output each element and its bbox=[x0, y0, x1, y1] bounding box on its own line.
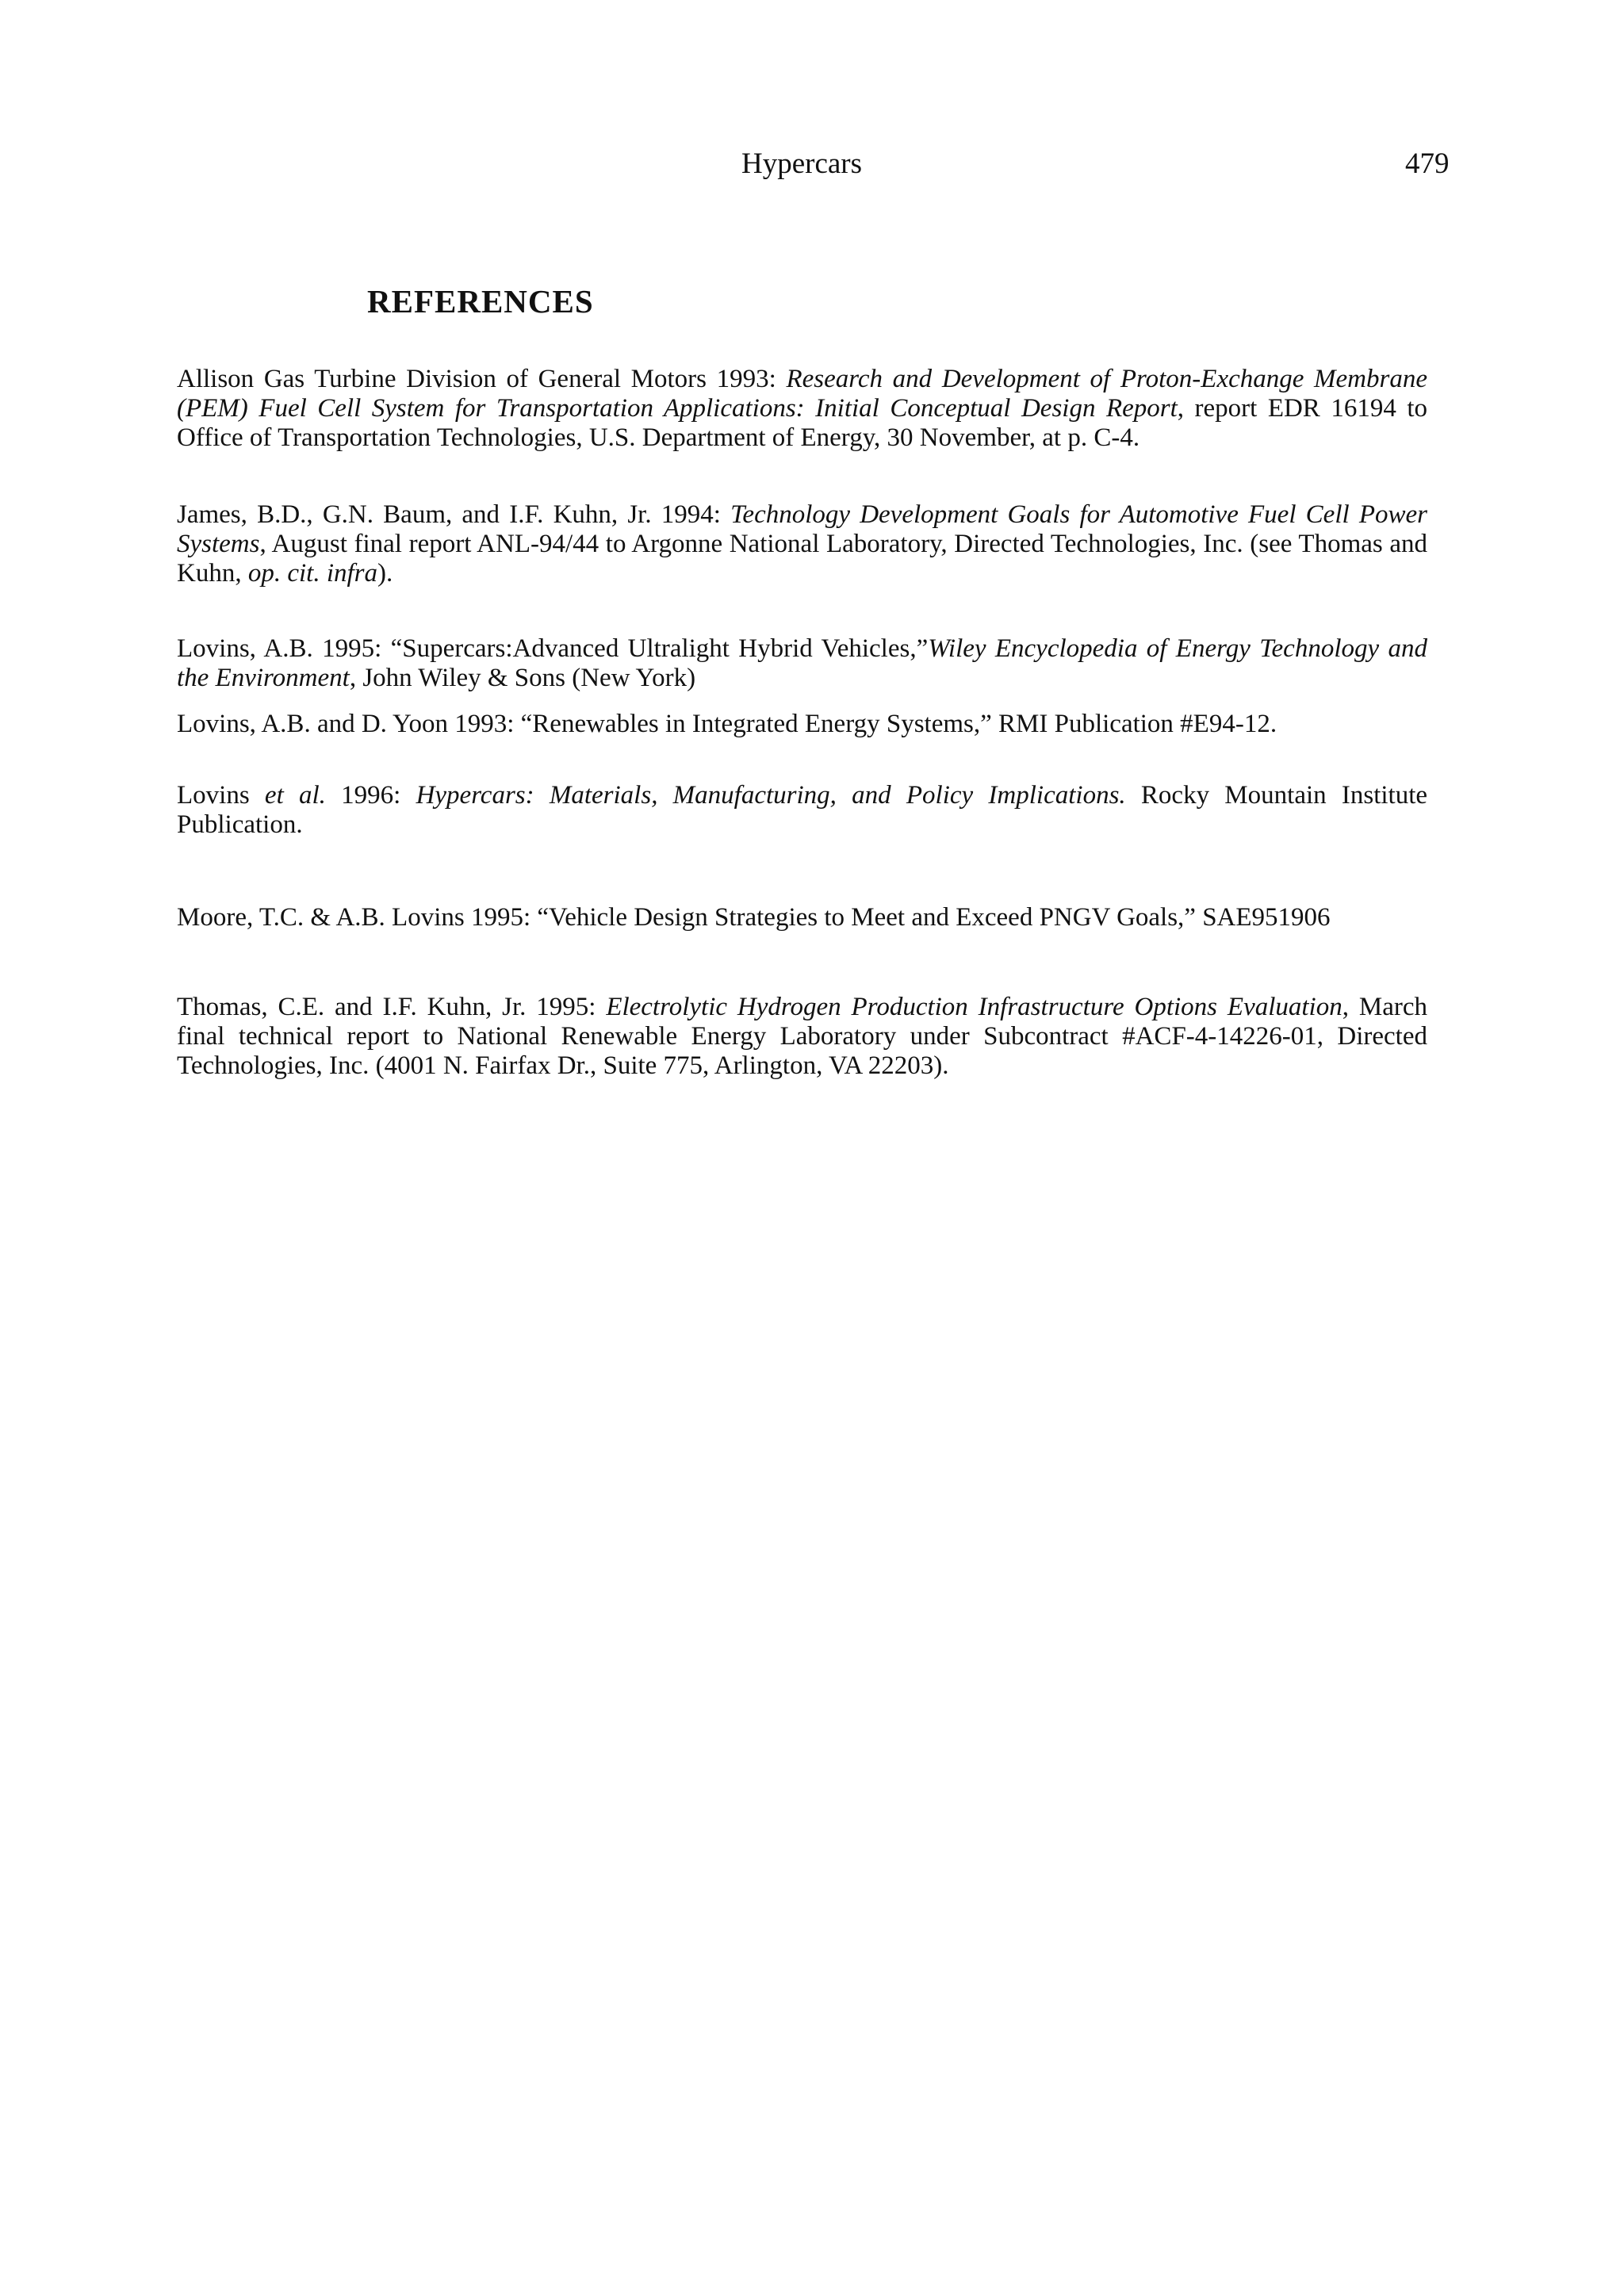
reference-title: Hypercars: Materials, Manufacturing, and Policy Implications. bbox=[416, 781, 1126, 810]
reference-authors: Lovins bbox=[177, 781, 265, 810]
reference-title: Electrolytic Hydrogen Production Infrastructure Options Evaluation bbox=[606, 993, 1342, 1021]
running-head bbox=[0, 144, 1624, 184]
running-title: Hypercars bbox=[741, 147, 863, 180]
reference-details-end: ). bbox=[377, 559, 393, 588]
page-number: 479 bbox=[1405, 147, 1450, 180]
reference-entry bbox=[177, 634, 1427, 693]
reference-authors: Allison Gas Turbine Division of General Motors 1993: bbox=[177, 365, 787, 393]
reference-text: Moore, T.C. & A.B. Lovins 1995: “Vehicle Design Strategies to Meet and Exceed PNGV Goals,” SAE951906 bbox=[177, 903, 1331, 932]
reference-entry bbox=[177, 993, 1427, 1081]
reference-details: , John Wiley & Sons (New York) bbox=[349, 664, 696, 692]
reference-details: , August final report ANL-94/44 to Argonne National Laboratory, Directed Technologies, Inc. (see Thomas and Kuhn, bbox=[177, 530, 1427, 588]
reference-details: Rocky Mountain Institute Publication. bbox=[177, 781, 1428, 839]
reference-citation-note: op. cit. infra bbox=[247, 559, 378, 588]
reference-authors: Thomas, C.E. and I.F. Kuhn, Jr. 1995: bbox=[177, 993, 607, 1021]
reference-title: Wiley Encyclopedia of Energy Technology and the Environment bbox=[177, 634, 1427, 692]
reference-text: Lovins, A.B. and D. Yoon 1993: “Renewables in Integrated Energy Systems,” RMI Publication #E94-12. bbox=[177, 710, 1277, 738]
reference-entry bbox=[177, 710, 1427, 739]
reference-title: Research and Development of Proton-Exchange Membrane (PEM) Fuel Cell System for Transportation Applications: Initial Conceptual Design Report bbox=[177, 365, 1427, 423]
reference-authors: James, B.D., G.N. Baum, and I.F. Kuhn, Jr. 1994: bbox=[177, 500, 731, 529]
reference-entry bbox=[177, 365, 1427, 453]
reference-entry bbox=[177, 781, 1427, 840]
reference-details: , March final technical report to National Renewable Energy Laboratory under Subcontract #ACF-4-14226-01, Directed Technologies, Inc. (4001 N. Fairfax Dr., Suite 775, Arlington, VA 22203). bbox=[177, 993, 1427, 1080]
reference-et-al: et al. bbox=[264, 781, 326, 810]
reference-details: , report EDR 16194 to Office of Transportation Technologies, U.S. Department of Energy, 30 November, at p. C-4. bbox=[177, 394, 1427, 452]
reference-title: Technology Development Goals for Automotive Fuel Cell Power Systems bbox=[177, 500, 1427, 558]
references-heading: REFERENCES bbox=[367, 283, 594, 320]
reference-entry bbox=[177, 500, 1427, 588]
reference-entry bbox=[177, 903, 1427, 932]
reference-year: 1996: bbox=[325, 781, 416, 810]
reference-authors: Lovins, A.B. 1995: “Supercars:Advanced Ultralight Hybrid Vehicles,” bbox=[177, 634, 929, 663]
